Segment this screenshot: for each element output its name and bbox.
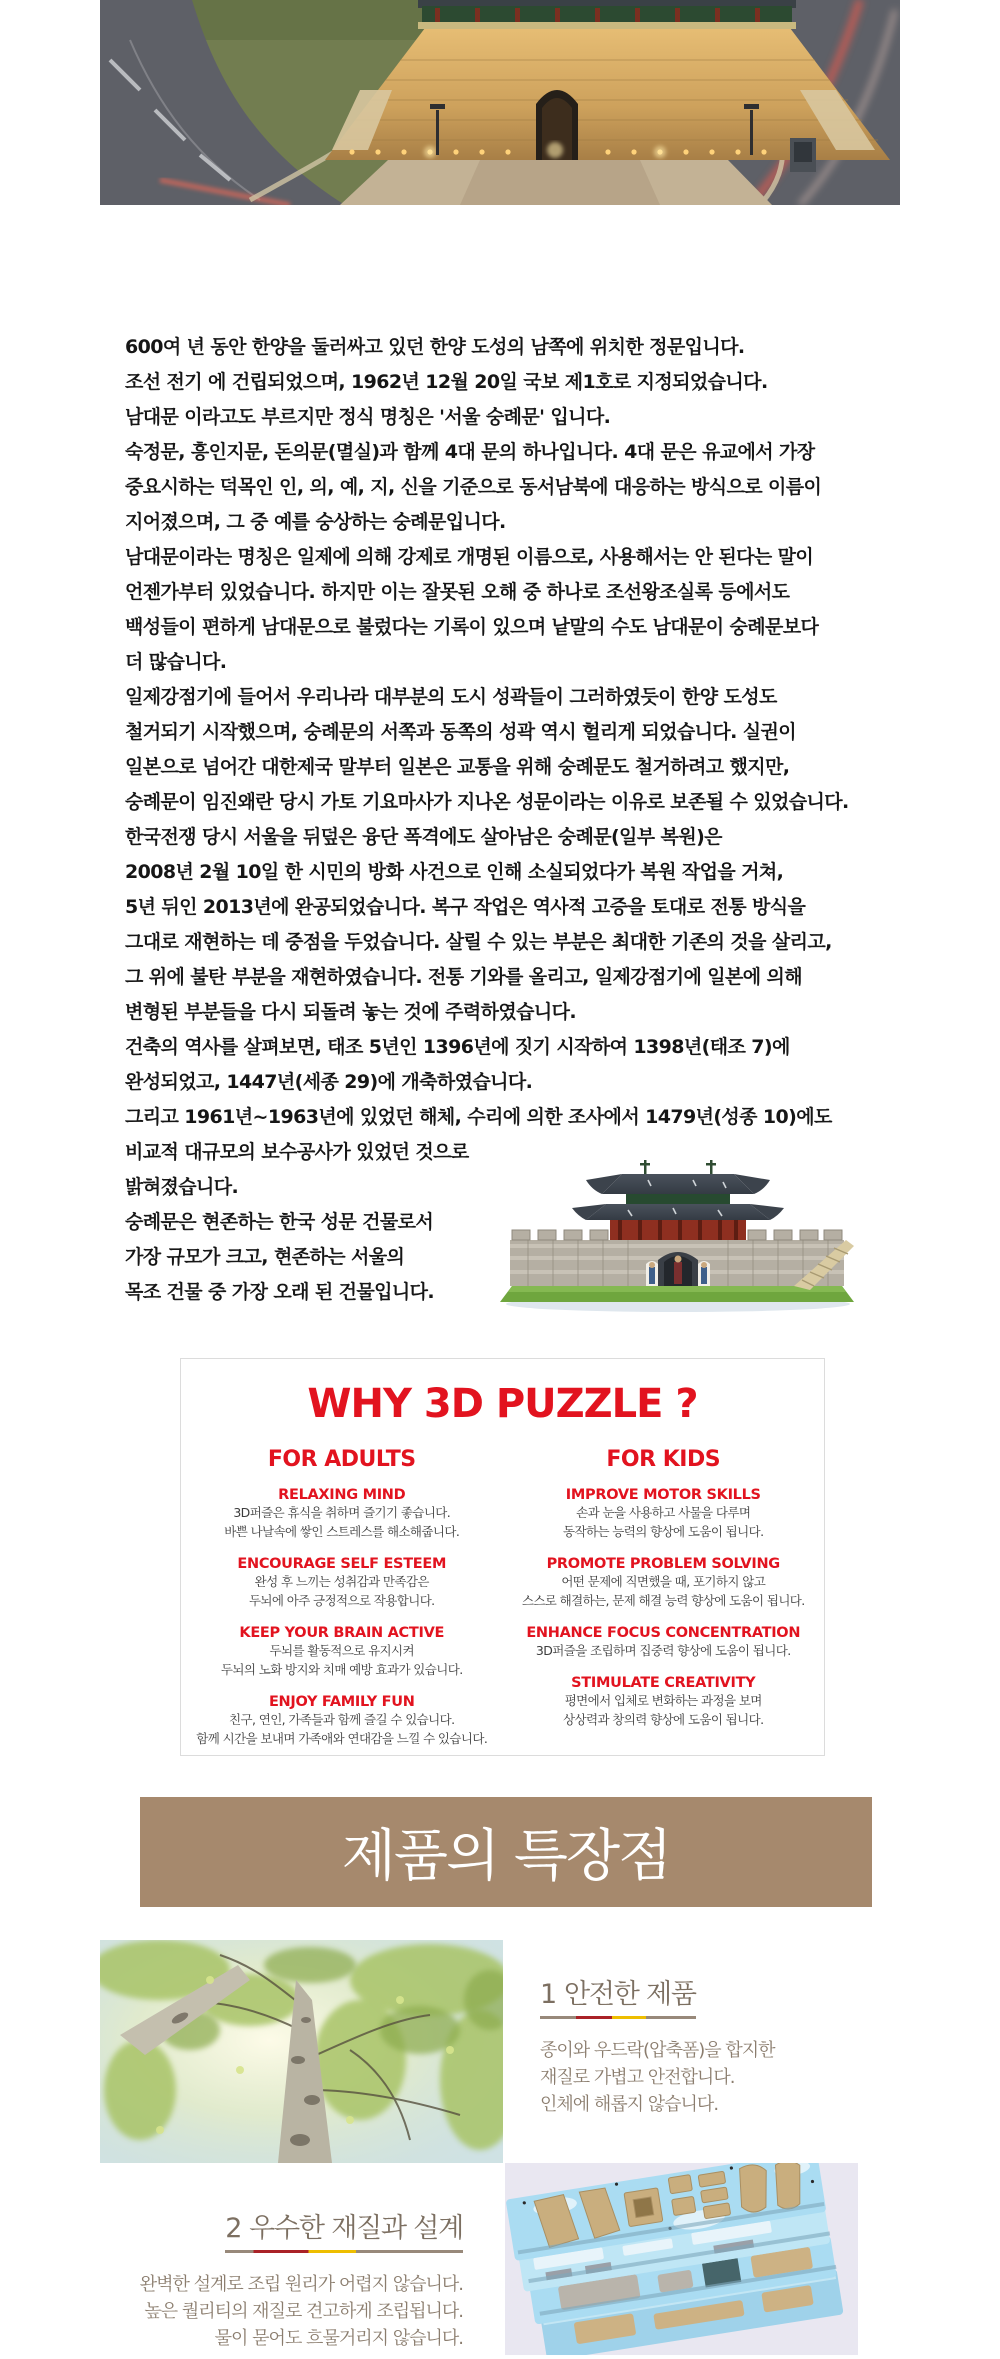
why-item	[517, 1487, 811, 1541]
intro-line: 비교적 대규모의 보수공사가 있었던 것으로	[125, 1141, 469, 1163]
feature2-body	[140, 2271, 463, 2352]
features-banner-title: 제품의 특장점	[341, 1824, 671, 1889]
why-item-line: 동작하는 능력의 향상에 도움이 됩니다.	[563, 1524, 764, 1539]
why-item	[517, 1675, 811, 1729]
why-item	[195, 1556, 489, 1610]
intro-line: 남대문이라는 명칭은 일제에 의해 강제로 개명된 이름으로, 사용해서는 안 된다는 말이	[125, 546, 814, 568]
intro-line: 5년 뒤인 2013년에 완공되었습니다. 복구 작업은 역사적 고증을 토대로 전통 방식을	[125, 896, 806, 918]
why-column-heading: FOR ADULTS	[267, 1447, 416, 1472]
why-item-line: 상상력과 창의력 향상에 도움이 됩니다.	[563, 1712, 764, 1727]
intro-line: 가장 규모가 크고, 현존하는 서울의	[125, 1246, 405, 1268]
intro-line: 남대문 이라고도 부르지만 정식 명칭은 '서울 숭례문' 입니다.	[125, 406, 611, 428]
puzzle-model-image	[498, 1148, 856, 1314]
why-item-title: STIMULATE CREATIVITY	[571, 1675, 756, 1691]
why-item-line: 두뇌에 아주 긍정적으로 작용합니다.	[248, 1593, 435, 1608]
why-item-title: ENHANCE FOCUS CONCENTRATION	[526, 1625, 801, 1641]
feature1-title-text: 안전한 제품	[563, 1979, 696, 2010]
feature2-title-wrap	[225, 2206, 463, 2253]
intro-line: 밝혀졌습니다.	[125, 1176, 239, 1198]
intro-line: 목조 건물 중 가장 오래 된 건물입니다.	[125, 1281, 435, 1303]
why-title: WHY 3D PUZZLE ?	[307, 1381, 698, 1427]
why-item-title: IMPROVE MOTOR SKILLS	[565, 1487, 761, 1503]
feature1-line: 인체에 해롭지 않습니다.	[540, 2094, 719, 2115]
feature1-underline	[540, 2016, 696, 2019]
intro-line: 숭례문이 임진왜란 당시 가토 기요마사가 지나온 성문이라는 이유로 보존될 수 있었습니다.	[125, 791, 849, 813]
feature1-line: 재질로 가볍고 안전합니다.	[540, 2067, 735, 2088]
why-item-lines	[517, 1572, 811, 1610]
why-item	[517, 1625, 811, 1660]
intro-line: 중요시하는 덕목인 인, 의, 예, 지, 신을 기준으로 동서남북에 대응하는 방식으로 이름이	[125, 476, 822, 498]
why-item-title: KEEP YOUR BRAIN ACTIVE	[239, 1625, 445, 1641]
why-item-line: 스스로 해결하는, 문제 해결 능력 향상에 도움이 됩니다.	[521, 1593, 805, 1608]
tree-photo	[100, 1940, 503, 2163]
why-item-title: ENJOY FAMILY FUN	[268, 1694, 415, 1710]
intro-line: 완성되었고, 1447년(세종 29)에 개축하였습니다.	[125, 1071, 533, 1093]
intro-line: 일제강점기에 들어서 우리나라 대부분의 도시 성곽들이 그러하였듯이 한양 도성도	[125, 686, 777, 708]
why-item-line: 두뇌를 활동적으로 유지시켜	[269, 1643, 414, 1658]
intro-line: 조선 전기 에 건립되었으며, 1962년 12월 20일 국보 제1호로 지정되었습니다.	[125, 371, 768, 393]
feature1-number: 1	[540, 1979, 556, 2010]
why-column	[181, 1439, 503, 1748]
why-item-line: 평면에서 입체로 변화하는 과정을 보며	[564, 1693, 762, 1708]
intro-line: 더 많습니다.	[125, 651, 227, 673]
puzzle-sheets-photo	[505, 2163, 858, 2355]
intro-line: 철거되기 시작했으며, 숭례문의 서쪽과 동쪽의 성곽 역시 헐리게 되었습니다. 실권이	[125, 721, 797, 743]
why-item-lines	[195, 1641, 489, 1679]
intro-line: 일본으로 넘어간 대한제국 말부터 일본은 교통을 위해 숭례문도 철거하려고 했지만,	[125, 756, 790, 778]
feature1-title-wrap	[540, 1972, 696, 2019]
why-columns	[181, 1439, 824, 1748]
why-item	[195, 1625, 489, 1679]
why-item	[195, 1487, 489, 1541]
why-item-line: 두뇌의 노화 방지와 치매 예방 효과가 있습니다.	[220, 1662, 463, 1677]
why-item-line: 3D퍼즐을 조립하며 집중력 향상에 도움이 됩니다.	[535, 1643, 791, 1658]
intro-line: 건축의 역사를 살펴보면, 태조 5년인 1396년에 짓기 시작하여 1398년(태조 7)에	[125, 1036, 790, 1058]
why-item-line: 완성 후 느끼는 성취감과 만족감은	[254, 1574, 429, 1589]
why-item-title: PROMOTE PROBLEM SOLVING	[546, 1556, 780, 1572]
intro-line: 그대로 재현하는 데 중점을 두었습니다. 살릴 수 있는 부분은 최대한 기존의 것을 살리고,	[125, 931, 832, 953]
intro-line: 변형된 부분들을 다시 되돌려 놓는 것에 주력하였습니다.	[125, 1001, 577, 1023]
why-item-line: 함께 시간을 보내며 가족애와 연대감을 느낄 수 있습니다.	[196, 1731, 488, 1746]
feature-safe-product	[540, 1972, 775, 2118]
why-item-line: 3D퍼즐은 휴식을 취하며 즐기기 좋습니다.	[233, 1505, 451, 1520]
puzzle-sheets-art	[505, 2163, 858, 2355]
tree-photo-art	[100, 1940, 503, 2163]
why-item-lines	[195, 1710, 489, 1748]
intro-line: 600여 년 동안 한양을 둘러싸고 있던 한양 도성의 남쪽에 위치한 정문입니다.	[125, 336, 745, 358]
feature-quality-design	[140, 2206, 463, 2352]
feature2-line: 완벽한 설계로 조립 원리가 어렵지 않습니다.	[139, 2274, 463, 2295]
why-item-line: 친구, 연인, 가족들과 함께 즐길 수 있습니다.	[229, 1712, 455, 1727]
feature2-title-text: 우수한 재질과 설계	[249, 2213, 463, 2244]
intro-line: 2008년 2월 10일 한 시민의 방화 사건으로 인해 소실되었다가 복원 작업을 거쳐,	[125, 861, 784, 883]
feature2-title	[225, 2206, 463, 2245]
feature1-body	[540, 2037, 775, 2118]
why-item-list	[517, 1487, 811, 1729]
why-item-line: 손과 눈을 사용하고 사물을 다루며	[576, 1505, 751, 1520]
feature2-underline	[225, 2250, 463, 2253]
why-3d-puzzle-section	[180, 1358, 825, 1756]
why-item-line: 어떤 문제에 직면했을 때, 포기하지 않고	[561, 1574, 766, 1589]
why-item-lines	[517, 1641, 811, 1660]
why-item	[195, 1694, 489, 1748]
intro-line: 지어졌으며, 그 중 예를 숭상하는 숭례문입니다.	[125, 511, 506, 533]
why-item-lines	[195, 1503, 489, 1541]
why-column	[503, 1439, 825, 1748]
features-banner	[140, 1797, 872, 1907]
why-item-title: RELAXING MIND	[278, 1487, 406, 1503]
why-item-list	[195, 1487, 489, 1748]
why-item-title: ENCOURAGE SELF ESTEEM	[237, 1556, 447, 1572]
intro-line: 숙정문, 흥인지문, 돈의문(멸실)과 함께 4대 문의 하나입니다. 4대 문은 유교에서 가장	[125, 441, 815, 463]
why-column-heading: FOR KIDS	[606, 1447, 721, 1472]
why-item-lines	[195, 1572, 489, 1610]
intro-line: 백성들이 편하게 남대문으로 불렀다는 기록이 있으며 낱말의 수도 남대문이 숭례문보다	[125, 616, 819, 638]
intro-line: 그 위에 불탄 부분을 재현하였습니다. 전통 기와를 올리고, 일제강점기에 일본에 의해	[125, 966, 803, 988]
intro-line: 언젠가부터 있었습니다. 하지만 이는 잘못된 오해 중 하나로 조선왕조실록 등에서도	[125, 581, 790, 603]
intro-line: 숭례문은 현존하는 한국 성문 건물로서	[125, 1211, 434, 1233]
hero-photo-art	[100, 0, 900, 205]
why-item-lines	[517, 1691, 811, 1729]
why-item	[517, 1556, 811, 1610]
feature2-line: 물이 묻어도 흐물거리지 않습니다.	[214, 2328, 463, 2349]
why-item-lines	[517, 1503, 811, 1541]
hero-photo	[100, 0, 900, 205]
why-item-line: 바쁜 나날속에 쌓인 스트레스를 해소해줍니다.	[224, 1524, 460, 1539]
intro-line: 한국전쟁 당시 서울을 뒤덮은 융단 폭격에도 살아남은 숭례문(일부 복원)은	[125, 826, 722, 848]
feature2-line: 높은 퀄리티의 재질로 견고하게 조립됩니다.	[144, 2301, 463, 2322]
puzzle-model-art	[498, 1148, 856, 1314]
intro-line: 그리고 1961년~1963년에 있었던 해체, 수리에 의한 조사에서 1479년(성종 10)에도	[125, 1106, 832, 1128]
feature1-line: 종이와 우드락(압축폼)을 합지한	[540, 2040, 775, 2061]
feature1-title	[540, 1972, 696, 2011]
feature2-number: 2	[225, 2213, 242, 2244]
